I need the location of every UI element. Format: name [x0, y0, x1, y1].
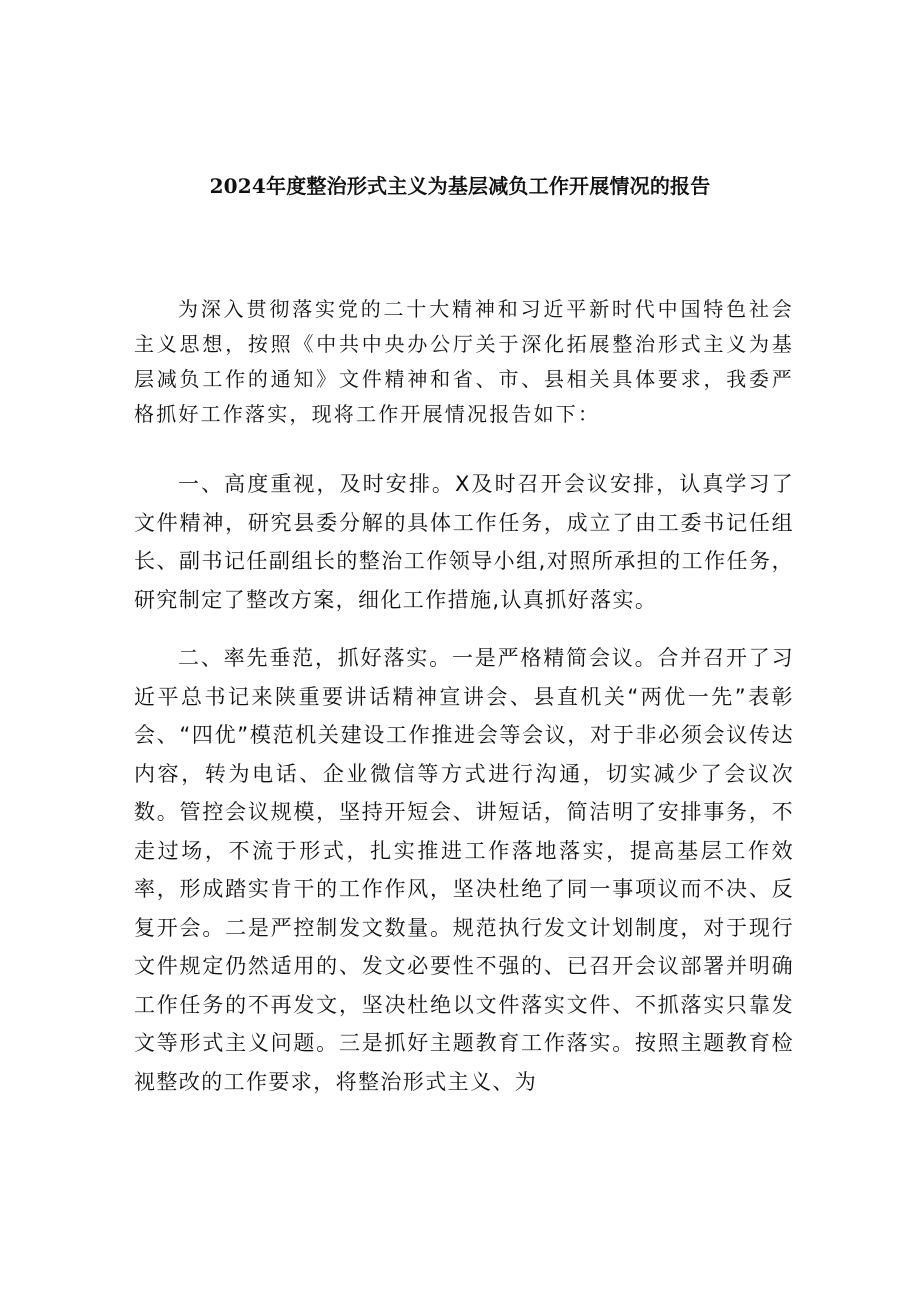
- intro-paragraph: 为深入贯彻落实党的二十大精神和习近平新时代中国特色社会主义思想，按照《中共中央办公厅关于深化拓展整治形式主义为基层减负工作的通知》文件精神和省、市、县相关具体要求，我委严格抓好工作落实，现将工作开展情况报告如下：: [134, 297, 794, 426]
- document-title: 2024年度整治形式主义为基层减负工作开展情况的报告: [209, 174, 711, 198]
- section-one-paragraph: 一、高度重视，及时安排。X及时召开会议安排，认真学习了文件精神，研究县委分解的具体工作任务，成立了由工委书记任组长、副书记任副组长的整治工作领导小组,对照所承担的工作任务，研究制定了整改方案，细化工作措施,认真抓好落实。: [134, 472, 794, 612]
- section-two-paragraph: 二、率先垂范，抓好落实。一是严格精简会议。合并召开了习近平总书记来陕重要讲话精神宣讲会、县直机关“两优一先”表彰会、“四优”模范机关建设工作推进会等会议，对于非必须会议传达内容，转为电话、企业微信等方式进行沟通，切实减少了会议次数。管控会议规模，坚持开短会、讲短话，简洁明了安排事务，不走过场，不流于形式，扎实推进工作落地落实，提高基层工作效率，形成踏实肯干的工作作风，坚决杜绝了同一事项议而不决、反复开会。二是严控制发文数量。规范执行发文计划制度，对于现行文件规定仍然适用的、发文必要性不强的、已召开会议部署并明确工作任务的不再发文，坚决杜绝以文件落实文件、不抓落实只靠发文等形式主义问题。三是抓好主题教育工作落实。按照主题教育检视整改的工作要求，将整治形式主义、为: [134, 646, 794, 1094]
